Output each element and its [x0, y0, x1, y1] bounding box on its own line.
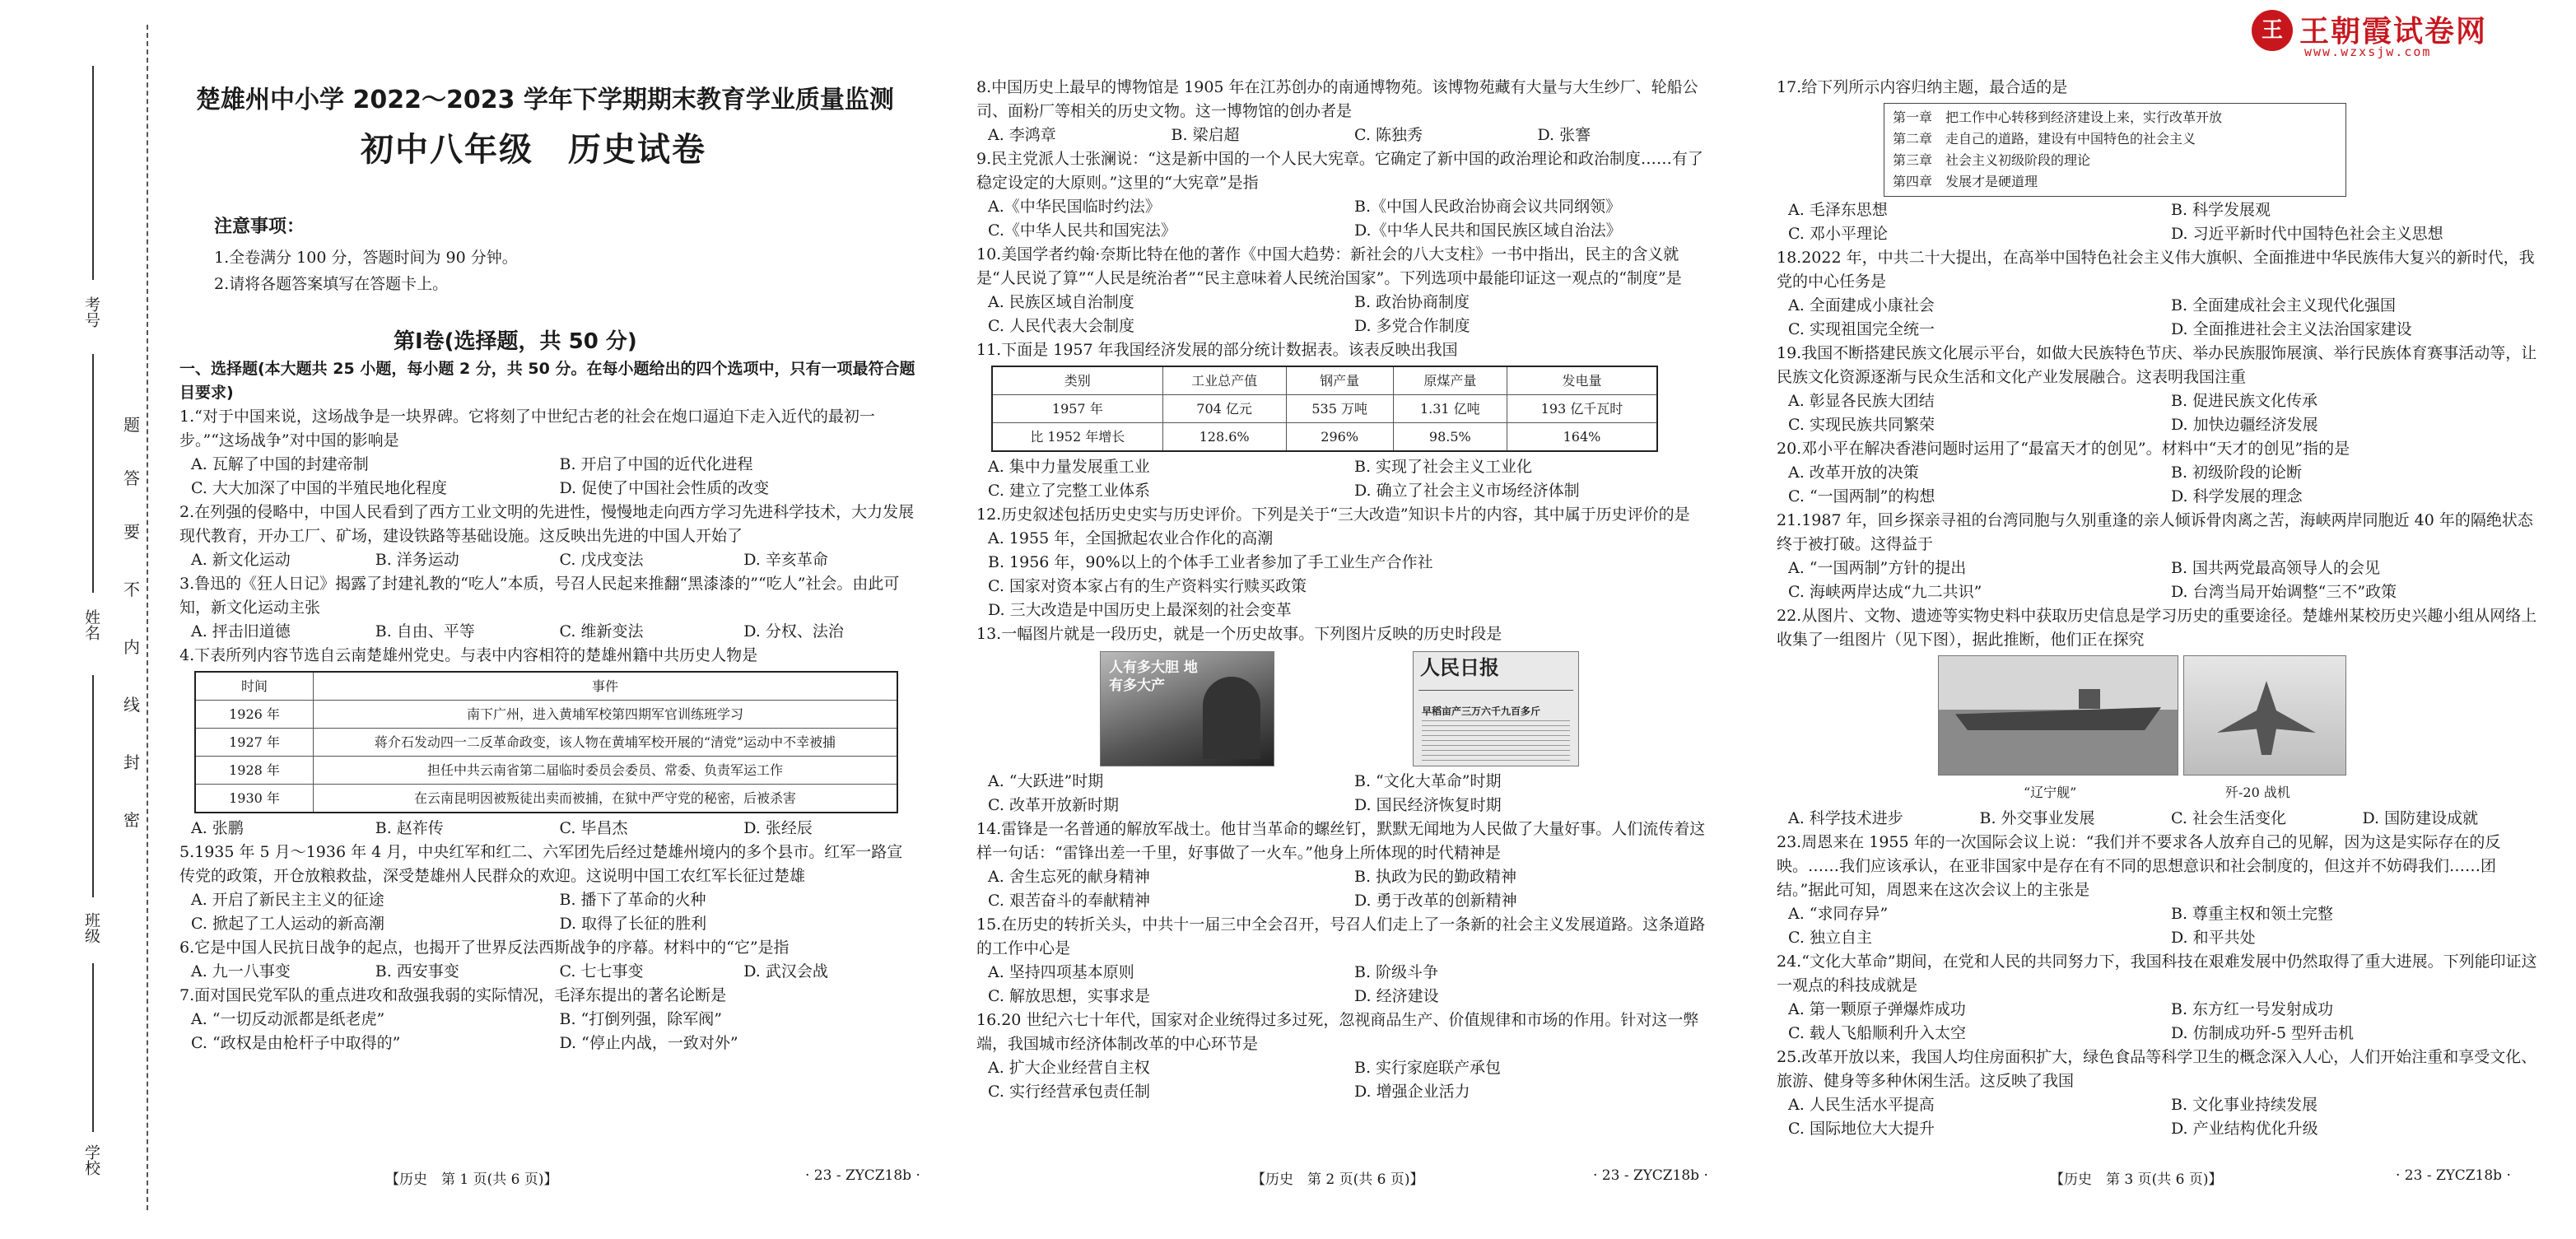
option-b[interactable]: B. 西安事变 [375, 962, 459, 980]
question-19 [1777, 342, 2542, 437]
option-b[interactable]: B. 开启了中国的近代化进程 [559, 455, 753, 473]
option-a[interactable]: A. “求同存异” [1788, 905, 1889, 923]
notice-heading: 注意事项： [214, 217, 305, 237]
option-d[interactable]: D. 加快边疆经济发展 [2171, 416, 2318, 434]
option-b[interactable]: B. 实现了社会主义工业化 [1354, 458, 1533, 476]
q4-table [194, 671, 898, 813]
option-c[interactable]: C. 实现民族共同繁荣 [1788, 416, 1935, 434]
table-row [992, 395, 1657, 423]
option-c[interactable]: C. “政权是由枪杆子中取得的” [191, 1034, 401, 1052]
option-c[interactable]: C. 独立自主 [1788, 929, 1872, 947]
option-d[interactable]: D. 增强企业活力 [1354, 1083, 1470, 1101]
question-14 [976, 817, 1709, 913]
table-cell: 1927 年 [195, 729, 314, 757]
option-a[interactable]: A. 集中力量发展重工业 [988, 458, 1150, 476]
option-a[interactable]: A. 新文化运动 [191, 551, 291, 569]
seal-char: 要 [123, 522, 140, 542]
option-a[interactable]: A. “一切反动派都是纸老虎” [191, 1010, 385, 1028]
jet-caption: 歼-20 战机 [2225, 785, 2290, 800]
fighter-jet-icon [2217, 681, 2316, 755]
option-b[interactable]: B. 梁启超 [1171, 126, 1240, 144]
logo-name: 王朝霞试卷网 [2299, 15, 2488, 49]
option-b[interactable]: B. 自由、平等 [375, 622, 475, 640]
question-stem: 4.下表所列内容节选自云南楚雄州党史。与表中内容相符的楚雄州籍中共历史人物是 [179, 646, 758, 664]
option-a[interactable]: A. 第一颗原子弹爆炸成功 [1788, 1000, 1966, 1018]
option-b[interactable]: B.《中国人民政治协商会议共同纲领》 [1354, 198, 1622, 216]
table-header: 事件 [314, 672, 898, 701]
option-b[interactable]: B. 促进民族文化传承 [2171, 392, 2318, 410]
school-label: 学校 [82, 1144, 100, 1176]
table-cell: 535 万吨 [1286, 395, 1393, 423]
notice-item: 2.请将各题答案填写在答题卡上。 [214, 275, 449, 293]
page-code: · 23 - ZYCZ18b · [2396, 1167, 2511, 1184]
question-stem: 17.给下列所示内容归纳主题，最合适的是 [1777, 78, 2068, 96]
option-a[interactable]: A. 1955 年，全国掀起农业合作化的高潮 [988, 529, 1274, 547]
option-b[interactable]: B. 实行家庭联产承包 [1354, 1059, 1502, 1077]
question-25 [1777, 1046, 2542, 1141]
question-stem: 25.改革开放以来，我国人均住房面积扩大，绿色食品等科学卫生的概念深入人心，人们开始注重和享受文化、旅游、健身等多种休闲生活。这反映了我国 [1777, 1048, 2537, 1090]
option-d[interactable]: D. 促使了中国社会性质的改变 [559, 479, 770, 497]
carrier-image [1938, 655, 2178, 776]
option-c[interactable]: C. 建立了完整工业体系 [988, 482, 1150, 500]
option-a[interactable]: A. 张鹏 [191, 819, 244, 837]
questions-col-1 [179, 357, 916, 1055]
name-label: 姓名 [82, 609, 100, 640]
newspaper-headline: 早稻亩产三万六千九百多斤 [1422, 706, 1541, 717]
table-header: 工业总产值 [1162, 366, 1286, 395]
question-stem: 18.2022 年，中共二十大提出，在高举中国特色社会主义伟大旗帜、全面推进中华民族伟大复兴的新时代，我党的中心任务是 [1777, 249, 2535, 291]
question-stem: 19.我国不断搭建民族文化展示平台，如做大民族特色节庆、举办民族服饰展演、举行民族体育赛事活动等，让民族文化资源逐渐与民众生活和文化产业发展融合。这表明我国注重 [1777, 344, 2537, 386]
option-c[interactable]: C. 改革开放新时期 [988, 796, 1119, 814]
option-d[interactable]: D. 习近平新时代中国特色社会主义思想 [2171, 225, 2443, 243]
carrier-island-icon [2079, 689, 2100, 709]
exam-subtitle: 初中八年级 历史试卷 [361, 131, 706, 169]
option-d[interactable]: D. 辛亥革命 [743, 551, 828, 569]
questions-col-3 [1777, 76, 2542, 1141]
seal-char: 内 [123, 637, 140, 657]
carrier-deck-icon [1955, 707, 2161, 730]
question-10 [976, 243, 1709, 338]
option-c[interactable]: C. 海峡两岸达成“九二共识” [1788, 583, 1982, 601]
seal-line [147, 25, 148, 1210]
table-cell: 1926 年 [195, 701, 314, 729]
question-stem: 1.“对于中国来说，这场战争是一块界碑。它将刻了中世纪古老的社会在炮口逼迫下走入近代的最初一步。”“这场战争”对中国的影响是 [179, 408, 875, 449]
option-c[interactable]: C. 解放思想，实事求是 [988, 987, 1150, 1005]
table-cell: 蒋介石发动四一二反革命政变，该人物在黄埔军校开展的“清党”运动中不幸被捕 [314, 729, 898, 757]
exam-number-label: 考号 [82, 296, 100, 328]
option-d[interactable]: D. 张经辰 [743, 819, 813, 837]
option-b[interactable]: B. 政治协商制度 [1354, 293, 1470, 311]
q17-box-wrap [1777, 100, 2542, 198]
table-cell: 南下广州，进入黄埔军校第四期军官训练班学习 [314, 701, 898, 729]
question-21 [1777, 509, 2542, 604]
table-cell: 比 1952 年增长 [992, 423, 1162, 452]
option-c[interactable]: C. 国际地位大大提升 [1788, 1120, 1935, 1138]
question-stem: 24.“文化大革命”期间，在党和人民的共同努力下，我国科技在艰难发展中仍然取得了重大进展。下列能印证这一观点的科技成就是 [1777, 953, 2537, 994]
seal-char: 封 [123, 752, 140, 772]
question-stem: 12.历史叙述包括历史史实与历史评价。下列是关于“三大改造”知识卡片的内容，其中属于历史评价的是 [976, 505, 1690, 524]
divider [1418, 690, 1573, 691]
option-b[interactable]: B. “打倒列强，除军阀” [559, 1010, 722, 1028]
question-15 [976, 913, 1709, 1008]
option-a[interactable]: A. 人民生活水平提高 [1788, 1096, 1935, 1114]
option-a[interactable]: A. “一国两制”方针的提出 [1788, 559, 1967, 577]
question-stem: 13.一幅图片就是一段历史，就是一个历史故事。下列图片反映的历史时段是 [976, 625, 1502, 643]
question-stem: 14.雷锋是一名普通的解放军战士。他甘当革命的螺丝钉，默默无闻地为人民做了大量好事。人们流传着这样一句话：“雷锋出差一千里，好事做了一火车。”他身上所体现的时代精神是 [976, 820, 1706, 862]
question-stem: 20.邓小平在解决香港问题时运用了“最富天才的创见”。材料中“天才的创见”指的是 [1777, 440, 2350, 458]
chapter-line: 第四章 发展才是硬道理 [1893, 174, 2038, 189]
option-b[interactable]: B. 全面建成社会主义现代化强国 [2171, 296, 2397, 314]
table-cell: 1957 年 [992, 395, 1162, 423]
chapter-line: 第一章 把工作中心转移到经济建设上来，实行改革开放 [1893, 109, 2223, 125]
question-11 [976, 338, 1709, 503]
chapter-line: 第三章 社会主义初级阶段的理论 [1893, 152, 2091, 168]
question-stem: 10.美国学者约翰·奈斯比特在他的著作《中国大趋势：新社会的八大支柱》一书中指出，民主的含义就是“人民说了算”“人民是统治者”“民主意味着人民统治国家”。下列选项中最能印证这一观点的“制度”是 [976, 245, 1682, 287]
option-d[interactable]: D. 国防建设成就 [2362, 809, 2479, 827]
option-c[interactable]: C. “一国两制”的构想 [1788, 487, 1935, 505]
option-b[interactable]: B. 播下了革命的火种 [559, 891, 706, 909]
question-18 [1777, 246, 2542, 342]
option-c[interactable]: C.《中华人民共和国宪法》 [988, 221, 1176, 240]
q22-images [1777, 652, 2542, 807]
propaganda-poster-image [1100, 651, 1274, 766]
table-cell: 704 亿元 [1162, 395, 1286, 423]
table-header: 时间 [195, 672, 314, 701]
fighter-jet-image [2183, 655, 2346, 776]
option-c[interactable]: C. 国家对资本家占有的生产资料实行赎买政策 [988, 577, 1307, 595]
newspaper-masthead: 人民日报 [1420, 655, 1499, 679]
table-row [195, 729, 897, 757]
question-stem: 5.1935 年 5 月～1936 年 4 月，中央红军和红二、六军团先后经过楚雄州境内的多个县市。红军一路宣传党的政策，开仓放粮救盐，深受楚雄州人民群众的欢迎。这说明中国工农红军长征过楚雄 [179, 843, 903, 885]
seal-char: 不 [123, 580, 140, 599]
option-b[interactable]: B. 科学发展观 [2171, 201, 2271, 219]
option-b[interactable]: B. 东方红一号发射成功 [2171, 1000, 2334, 1018]
option-d[interactable]: D. 仿制成功歼-5 型歼击机 [2171, 1024, 2355, 1042]
option-b[interactable]: B. 初级阶段的论断 [2171, 463, 2303, 482]
option-b[interactable]: B. 文化事业持续发展 [2171, 1096, 2318, 1114]
question-stem: 8.中国历史上最早的博物馆是 1905 年在江苏创办的南通博物苑。该博物苑藏有大量与大生纱厂、轮船公司、面粉厂等相关的历史文物。这一博物馆的创办者是 [976, 78, 1698, 120]
option-b[interactable]: B. “文化大革命”时期 [1354, 772, 1502, 790]
table-row [195, 701, 897, 729]
table-cell: 128.6% [1162, 423, 1286, 452]
option-d[interactable]: D. 和平共处 [2171, 929, 2256, 947]
name-field[interactable] [92, 354, 94, 593]
option-a[interactable]: A. 全面建成小康社会 [1788, 296, 1935, 314]
option-c[interactable]: C. 七七事变 [559, 962, 644, 980]
logo-url: www.wzxsjw.com [2304, 44, 2432, 59]
question-8 [976, 76, 1709, 147]
table-row [195, 785, 897, 813]
option-b[interactable]: B. 1956 年，90%以上的个体手工业者参加了手工业生产合作社 [988, 553, 1433, 571]
table-row [992, 423, 1657, 452]
school-field[interactable] [92, 963, 94, 1132]
poster-slogan: 人有多大胆 地有多大产 [1109, 659, 1198, 694]
option-a[interactable]: A. 瓦解了中国的封建帝制 [191, 455, 369, 473]
exam-number-field[interactable] [92, 66, 94, 280]
question-stem: 7.面对国民党军队的重点进攻和敌强我弱的实际情况，毛泽东提出的著名论断是 [179, 986, 727, 1004]
option-d[interactable]: D. 勇于改革的创新精神 [1354, 892, 1517, 910]
table-cell: 1928 年 [195, 757, 314, 785]
class-field[interactable] [92, 675, 94, 897]
option-a[interactable]: A. 坚持四项基本原则 [988, 963, 1134, 981]
option-c[interactable]: C. 维新变法 [559, 622, 644, 640]
table-header: 原煤产量 [1393, 366, 1507, 395]
option-b[interactable]: B. 执政为民的勤政精神 [1354, 868, 1517, 886]
exam-page-3 [1762, 0, 2552, 1239]
question-stem: 2.在列强的侵略中，中国人民看到了西方工业文明的先进性，慢慢地走向西方学习先进科学技术，大力发展现代教育，开办工厂、矿场，建设铁路等基础设施。这反映出先进的中国人开始了 [179, 503, 915, 545]
question-9 [976, 147, 1709, 243]
seal-margin [0, 0, 156, 1239]
option-c[interactable]: C. 大大加深了中国的半殖民地化程度 [191, 479, 447, 497]
question-stem: 3.鲁迅的《狂人日记》揭露了封建礼教的“吃人”本质，号召人民起来推翻“黑漆漆的”“吃人”社会。由此可知，新文化运动主张 [179, 575, 900, 617]
question-stem: 11.下面是 1957 年我国经济发展的部分统计数据表。该表反映出我国 [976, 341, 1458, 359]
question-6 [179, 936, 916, 984]
option-a[interactable]: A. “大跃进”时期 [988, 772, 1104, 790]
question-12 [976, 503, 1709, 622]
option-a[interactable]: A. 九一八事变 [191, 962, 291, 980]
option-d[interactable]: D. 武汉会战 [743, 962, 828, 980]
option-d[interactable]: D. 取得了长征的胜利 [559, 915, 707, 933]
option-a[interactable]: A. 科学技术进步 [1788, 809, 1903, 827]
table-row [195, 757, 897, 785]
option-b[interactable]: B. 尊重主权和领土完整 [2171, 905, 2334, 923]
section-title: 第Ⅰ卷(选择题，共 50 分) [394, 329, 637, 354]
q13-images [976, 646, 1709, 770]
option-d[interactable]: D. 分权、法治 [743, 622, 844, 640]
option-d[interactable]: D. 三大改造是中国历史上最深刻的社会变革 [988, 601, 1292, 619]
option-c[interactable]: C. 艰苦奋斗的奉献精神 [988, 892, 1150, 910]
question-3 [179, 572, 916, 644]
question-20 [1777, 437, 2542, 509]
question-16 [976, 1008, 1709, 1104]
exam-page-2 [955, 0, 1708, 1239]
option-c[interactable]: C. 戊戌变法 [559, 551, 644, 569]
option-d[interactable]: D. 经济建设 [1354, 987, 1439, 1005]
notice-item: 1.全卷满分 100 分，答题时间为 90 分钟。 [214, 249, 518, 267]
question-2 [179, 501, 916, 572]
option-a[interactable]: A. 李鸿章 [988, 126, 1056, 144]
table-cell: 98.5% [1393, 423, 1507, 452]
option-d[interactable]: D. 张謇 [1537, 126, 1591, 144]
exam-page-1 [0, 0, 930, 1239]
option-c[interactable]: C. 掀起了工人运动的新高潮 [191, 915, 384, 933]
class-label: 班级 [82, 912, 100, 943]
seal-char: 题 [123, 415, 140, 435]
option-b[interactable]: B. 阶级斗争 [1354, 963, 1439, 981]
question-4 [179, 644, 916, 841]
page-footer: 【历史 第 2 页(共 6 页)】 [1251, 1171, 1424, 1188]
question-5 [179, 841, 916, 936]
farmer-figure-icon [1203, 677, 1260, 759]
option-a[interactable]: A. 毛泽东思想 [1788, 201, 1888, 219]
question-stem: 16.20 世纪六七十年代，国家对企业统得过多过死，忽视商品生产、价值规律和市场的作用。针对这一弊端，我国城市经济体制改革的中心环节是 [976, 1011, 1699, 1053]
questions-col-2 [976, 76, 1709, 1104]
chapter-line: 第二章 走自己的道路，建设有中国特色的社会主义 [1893, 131, 2196, 147]
option-a[interactable]: A. 开启了新民主主义的征途 [191, 891, 384, 909]
newspaper-image [1413, 651, 1579, 766]
table-cell: 193 亿千瓦时 [1507, 395, 1657, 423]
question-24 [1777, 950, 2542, 1046]
page-footer: 【历史 第 3 页(共 6 页)】 [2050, 1171, 2223, 1188]
table-cell: 担任中共云南省第二届临时委员会委员、常委、负责军运工作 [314, 757, 898, 785]
option-a[interactable]: A. 扩大企业经营自主权 [988, 1059, 1150, 1077]
option-d[interactable]: D. 台湾当局开始调整“三不”政策 [2171, 583, 2397, 601]
option-c[interactable]: C. 实现祖国完全统一 [1788, 320, 1935, 338]
question-stem: 6.它是中国人民抗日战争的起点，也揭开了世界反法西斯战争的序幕。材料中的“它”是指 [179, 939, 790, 957]
question-stem: 23.周恩来在 1955 年的一次国际会议上说：“我们并不要求各人放弃自己的见解，因为这是实际存在的反映。……我们应该承认，在亚非国家中是存在有不同的思想意识和社会制度的，但这并不妨碍我们……团结。”据此可知，周恩来在这次会议上的主张是 [1777, 833, 2501, 899]
option-d[interactable]: D. 全面推进社会主义法治国家建设 [2171, 320, 2412, 338]
table-cell: 164% [1507, 423, 1657, 452]
question-stem: 9.民主党派人士张澜说：“这是新中国的一个人民大宪章。它确定了新中国的政治理论和政治制度……有了稳定设定的大原则。”这里的“大宪章”是指 [976, 150, 1703, 192]
question-stem: 15.在历史的转折关头，中共十一届三中全会召开，号召人们走上了一条新的社会主义发展道路。这条道路的工作中心是 [976, 915, 1706, 957]
page-code: · 23 - ZYCZ18b · [805, 1167, 920, 1184]
question-13 [976, 622, 1709, 817]
table-cell: 1930 年 [195, 785, 314, 813]
question-stem: 22.从图片、文物、遗迹等实物史料中获取历史信息是学习历史的重要途径。楚雄州某校历史兴趣小组从网络上收集了一组图片（见下图），据此推断，他们正在探究 [1777, 607, 2537, 649]
section-instruction: 一、选择题(本大题共 25 小题，每小题 2 分，共 50 分。在每小题给出的四个选项中，只有一项最符合题目要求) [179, 360, 915, 402]
question-7 [179, 984, 916, 1055]
option-d[interactable]: D. 科学发展的理念 [2171, 487, 2303, 505]
option-c[interactable]: C. 人民代表大会制度 [988, 317, 1134, 335]
option-d[interactable]: D. 确立了社会主义市场经济体制 [1354, 482, 1580, 500]
table-header: 发电量 [1507, 366, 1657, 395]
seal-char: 答 [123, 468, 140, 488]
option-b[interactable]: B. 洋务运动 [375, 551, 459, 569]
table-header: 类别 [992, 366, 1162, 395]
table-header: 钢产量 [1286, 366, 1393, 395]
option-d[interactable]: D. 产业结构优化升级 [2171, 1120, 2318, 1138]
option-a[interactable]: A. 舍生忘死的献身精神 [988, 868, 1150, 886]
q17-chapter-box [1884, 103, 2346, 197]
option-a[interactable]: A. 彰显各民族大团结 [1788, 392, 1935, 410]
exam-title: 楚雄州中小学 2022～2023 学年下学期期末教育学业质量监测 [196, 86, 894, 114]
seal-char: 线 [123, 695, 140, 715]
table-cell: 1.31 亿吨 [1393, 395, 1507, 423]
option-c[interactable]: C. 载人飞船顺利升入太空 [1788, 1024, 1966, 1042]
carrier-caption: “辽宁舰” [2024, 785, 2077, 800]
option-d[interactable]: D. “停止内战，一致对外” [559, 1034, 738, 1052]
page-footer: 【历史 第 1 页(共 6 页)】 [385, 1171, 558, 1188]
option-c[interactable]: C. 社会生活变化 [2171, 809, 2286, 827]
question-22 [1777, 604, 2542, 831]
option-b[interactable]: B. 赵祚传 [375, 819, 444, 837]
option-b[interactable]: B. 外交事业发展 [1979, 809, 2095, 827]
question-stem: 21.1987 年，回乡探亲寻祖的台湾同胞与久别重逢的亲人倾诉骨肉离之苦，海峡两岸同胞近 40 年的隔绝状态终于被打破。这得益于 [1777, 511, 2533, 553]
question-1 [179, 405, 916, 501]
option-b[interactable]: B. 国共两党最高领导人的会见 [2171, 559, 2381, 577]
page-code: · 23 - ZYCZ18b · [1593, 1167, 1708, 1184]
option-d[interactable]: D. 国民经济恢复时期 [1354, 796, 1502, 814]
question-17 [1777, 76, 2542, 246]
logo-emblem-icon: 王 [2252, 10, 2293, 51]
table-cell: 296% [1286, 423, 1393, 452]
q11-table [991, 366, 1658, 452]
option-a[interactable]: A. 改革开放的决策 [1788, 463, 1919, 482]
question-23 [1777, 831, 2542, 950]
table-cell: 在云南昆明因被叛徒出卖而被捕，在狱中严守党的秘密，后被杀害 [314, 785, 898, 813]
option-c[interactable]: C. 毕昌杰 [559, 819, 628, 837]
option-d[interactable]: D.《中华人民共和国民族区域自治法》 [1354, 221, 1622, 240]
option-a[interactable]: A. 抨击旧道德 [191, 622, 291, 640]
option-d[interactable]: D. 多党合作制度 [1354, 317, 1470, 335]
option-a[interactable]: A.《中华民国临时约法》 [988, 198, 1161, 216]
option-c[interactable]: C. 实行经营承包责任制 [988, 1083, 1150, 1101]
option-c[interactable]: C. 陈独秀 [1354, 126, 1423, 144]
newspaper-columns [1422, 718, 1570, 761]
option-c[interactable]: C. 邓小平理论 [1788, 225, 1888, 243]
option-a[interactable]: A. 民族区域自治制度 [988, 293, 1134, 311]
seal-char: 密 [123, 810, 140, 830]
